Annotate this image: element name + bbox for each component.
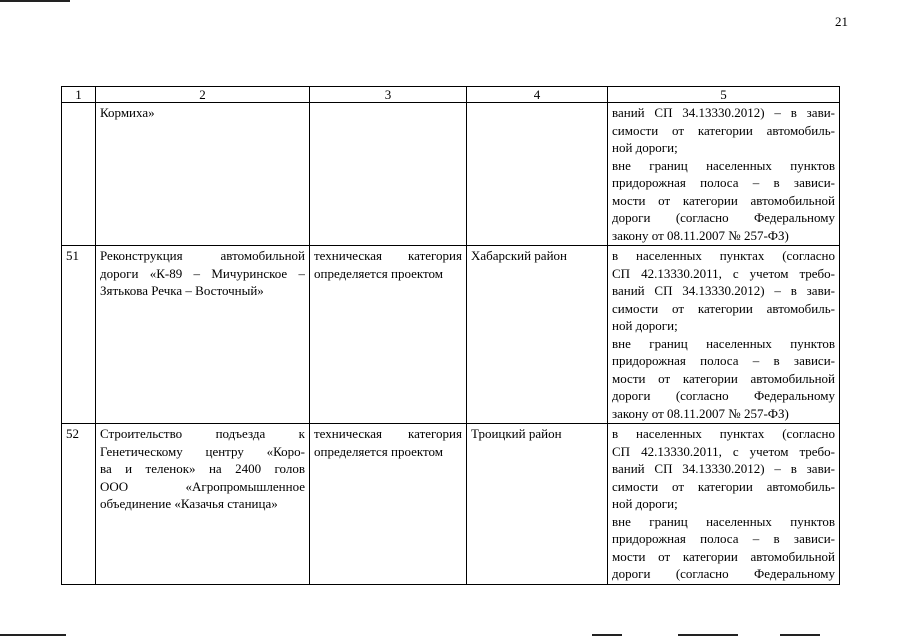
category-line: техническая категория	[314, 248, 462, 263]
zone-line: мости от категории автомобильной	[612, 192, 835, 208]
zone-line: закону от 08.11.2007 № 257-ФЗ)	[612, 405, 789, 421]
zone-line: придорожная полоса – в зависи-	[612, 175, 835, 190]
zone-cell	[608, 246, 840, 424]
zone-line: вне границ населенных пунктов	[612, 157, 835, 173]
object-name-line: Кормиха»	[100, 105, 155, 120]
district-cell: Троицкий район	[467, 424, 608, 585]
scan-artifact-line	[780, 634, 820, 636]
object-name-line: объединение «Казачья станица»	[100, 496, 278, 511]
column-number-row	[62, 87, 840, 103]
district-cell: Хабарский район	[467, 246, 608, 424]
object-name-line: Реконструкция автомобильной	[100, 248, 305, 263]
column-number: 2	[96, 87, 310, 103]
column-number: 5	[608, 87, 840, 103]
object-name-line: ва и теленок» на 2400 голов	[100, 461, 305, 476]
column-number: 4	[467, 87, 608, 103]
column-number: 1	[62, 87, 96, 103]
zone-line: мости от категории автомобильной	[612, 548, 835, 564]
object-name-line: Зятькова Речка – Восточный»	[100, 283, 264, 298]
zone-line: ваний СП 34.13330.2012) – в зави-	[612, 461, 835, 476]
zone-line: придорожная полоса – в зависи-	[612, 531, 835, 546]
category-line: определяется проектом	[314, 443, 444, 459]
scan-artifact-line	[592, 634, 622, 636]
category-cell	[310, 103, 467, 246]
zone-line: дороги (согласно Федеральному	[612, 388, 835, 403]
zone-line: симости от категории автомобиль-	[612, 478, 835, 494]
zone-cell	[608, 424, 840, 585]
zone-line: вне границ населенных пунктов	[612, 513, 835, 529]
zone-line: дороги (согласно Федеральному	[612, 210, 835, 225]
district-cell	[467, 103, 608, 246]
zone-line: симости от категории автомобиль-	[612, 122, 835, 138]
row-number	[62, 103, 96, 246]
zone-line: придорожная полоса – в зависи-	[612, 353, 835, 368]
page-number: 21	[835, 14, 848, 29]
zone-line: СП 42.13330.2011, с учетом требо-	[612, 443, 835, 459]
category-cell	[310, 424, 467, 585]
category-cell	[310, 246, 467, 424]
zone-line: симости от категории автомобиль-	[612, 300, 835, 316]
zone-line: ваний СП 34.13330.2012) – в зави-	[612, 283, 835, 298]
object-name-line: дороги «К-89 – Мичуринское –	[100, 265, 305, 281]
zone-line: ной дороги;	[612, 140, 678, 155]
zone-line: ваний СП 34.13330.2012) – в зави-	[612, 105, 835, 120]
zone-line: закону от 08.11.2007 № 257-ФЗ)	[612, 227, 789, 243]
zone-line: в населенных пунктах (согласно	[612, 426, 835, 441]
object-name-cell	[96, 246, 310, 424]
zone-line: в населенных пунктах (согласно	[612, 248, 835, 263]
table-row	[62, 103, 840, 246]
zone-line: ной дороги;	[612, 318, 678, 333]
row-number: 52	[62, 424, 96, 585]
object-name-cell	[96, 103, 310, 246]
category-line: определяется проектом	[314, 265, 444, 281]
zone-line: вне границ населенных пунктов	[612, 335, 835, 351]
zone-line: ной дороги;	[612, 496, 678, 511]
object-name-line: ООО «Агропромышленное	[100, 478, 305, 494]
roads-table	[61, 86, 840, 585]
scan-artifact-line	[678, 634, 738, 636]
zone-line: СП 42.13330.2011, с учетом требо-	[612, 265, 835, 281]
table-row	[62, 424, 840, 585]
scan-artifact-line	[0, 634, 66, 636]
zone-cell	[608, 103, 840, 246]
scan-artifact-line	[0, 0, 70, 2]
row-number: 51	[62, 246, 96, 424]
object-name-line: Генетическому центру «Коро-	[100, 443, 305, 459]
zone-line: дороги (согласно Федеральному	[612, 566, 835, 581]
object-name-line: Строительство подъезда к	[100, 426, 305, 441]
table-row	[62, 246, 840, 424]
object-name-cell	[96, 424, 310, 585]
category-line: техническая категория	[314, 426, 462, 441]
zone-line: мости от категории автомобильной	[612, 370, 835, 386]
column-number: 3	[310, 87, 467, 103]
